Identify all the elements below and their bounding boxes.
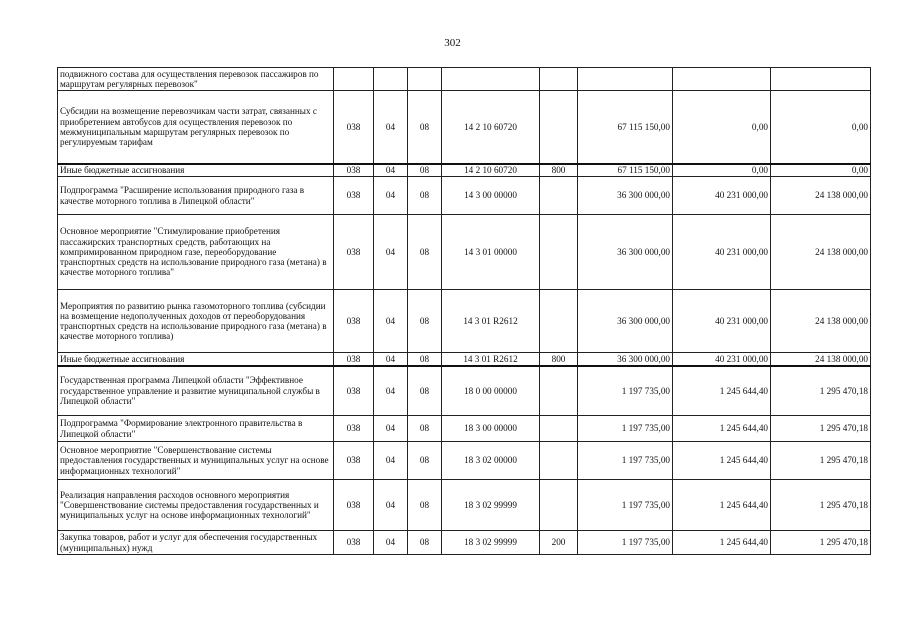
expense-type-code: [540, 442, 578, 480]
target-article-code: 14 3 01 00000: [442, 215, 540, 290]
expense-type-code: [540, 177, 578, 215]
target-article-code: 14 2 10 60720: [442, 91, 540, 164]
expense-type-code: [540, 480, 578, 531]
expense-type-code: 800: [540, 353, 578, 366]
section-code: 04: [374, 177, 408, 215]
amount-year-1: 67 115 150,00: [578, 164, 673, 177]
amount-year-1: 1 197 735,00: [578, 531, 673, 555]
amount-year-2: [673, 68, 771, 91]
table-row: [58, 177, 871, 215]
subsection-code: 08: [408, 416, 442, 442]
target-article-code: [442, 68, 540, 91]
grbs-code: 038: [334, 416, 374, 442]
table-body: [58, 68, 871, 555]
table-row: [58, 416, 871, 442]
amount-year-1: 36 300 000,00: [578, 215, 673, 290]
budget-table: [57, 67, 871, 555]
subsection-code: 08: [408, 366, 442, 416]
expense-type-code: [540, 290, 578, 353]
section-code: 04: [374, 215, 408, 290]
amount-year-2: 1 245 644,40: [673, 531, 771, 555]
amount-year-3: 0,00: [771, 91, 871, 164]
table-row: [58, 91, 871, 164]
amount-year-1: 36 300 000,00: [578, 353, 673, 366]
expense-type-code: 800: [540, 164, 578, 177]
subsection-code: 08: [408, 164, 442, 177]
row-name: Закупка товаров, работ и услуг для обеспечения государственных (муниципальных) нужд: [58, 531, 334, 555]
amount-year-3: 1 295 470,18: [771, 480, 871, 531]
amount-year-2: 40 231 000,00: [673, 215, 771, 290]
target-article-code: 14 3 01 R2612: [442, 290, 540, 353]
grbs-code: 038: [334, 353, 374, 366]
table-row: [58, 290, 871, 353]
expense-type-code: [540, 416, 578, 442]
expense-type-code: [540, 215, 578, 290]
page-number: 302: [444, 37, 461, 49]
amount-year-2: 1 245 644,40: [673, 366, 771, 416]
amount-year-2: 1 245 644,40: [673, 416, 771, 442]
row-name: Иные бюджетные ассигнования: [58, 164, 334, 177]
subsection-code: 08: [408, 91, 442, 164]
section-code: 04: [374, 442, 408, 480]
amount-year-2: 40 231 000,00: [673, 353, 771, 366]
row-name: Подпрограмма "Формирование электронного правительства в Липецкой области": [58, 416, 334, 442]
section-code: 04: [374, 480, 408, 531]
amount-year-2: 0,00: [673, 91, 771, 164]
grbs-code: 038: [334, 290, 374, 353]
expense-type-code: 200: [540, 531, 578, 555]
target-article-code: 14 3 00 00000: [442, 177, 540, 215]
row-name: подвижного состава для осуществления перевозок пассажиров по маршрутам регулярных перевозок": [58, 68, 334, 91]
grbs-code: 038: [334, 164, 374, 177]
amount-year-3: 0,00: [771, 164, 871, 177]
table-row: [58, 366, 871, 416]
subsection-code: 08: [408, 480, 442, 531]
subsection-code: 08: [408, 531, 442, 555]
section-code: 04: [374, 353, 408, 366]
row-name: Субсидии на возмещение перевозчикам части затрат, связанных с приобретением автобусов для осуществления перевозок по межмуниципальным маршрутам регулярных перевозок по регулируемым тарифам: [58, 91, 334, 164]
target-article-code: 18 3 02 99999: [442, 531, 540, 555]
subsection-code: 08: [408, 290, 442, 353]
amount-year-3: 24 138 000,00: [771, 215, 871, 290]
subsection-code: 08: [408, 215, 442, 290]
grbs-code: 038: [334, 442, 374, 480]
row-name: Основное мероприятие "Стимулирование приобретения пассажирских транспортных средств, работающих на компримированном природном газе, переоборудование транспортных средств на использование природного газа (метана) в качестве моторного топлива": [58, 215, 334, 290]
amount-year-3: 1 295 470,18: [771, 442, 871, 480]
expense-type-code: [540, 68, 578, 91]
grbs-code: 038: [334, 480, 374, 531]
grbs-code: 038: [334, 91, 374, 164]
amount-year-1: 36 300 000,00: [578, 290, 673, 353]
row-name: Государственная программа Липецкой области "Эффективное государственное управление и развитие муниципальной службы в Липецкой области": [58, 366, 334, 416]
section-code: 04: [374, 366, 408, 416]
table-row: [58, 68, 871, 91]
amount-year-3: 24 138 000,00: [771, 290, 871, 353]
amount-year-1: [578, 68, 673, 91]
target-article-code: 18 0 00 00000: [442, 366, 540, 416]
row-name: Иные бюджетные ассигнования: [58, 353, 334, 366]
section-code: 04: [374, 416, 408, 442]
amount-year-1: 1 197 735,00: [578, 366, 673, 416]
grbs-code: 038: [334, 366, 374, 416]
amount-year-1: 1 197 735,00: [578, 416, 673, 442]
table-row: [58, 164, 871, 177]
amount-year-3: 24 138 000,00: [771, 353, 871, 366]
row-name: Реализация направления расходов основного мероприятия "Совершенствование системы предоставления государственных и муниципальных услуг на основе информационных технологий": [58, 480, 334, 531]
grbs-code: 038: [334, 215, 374, 290]
table-row: [58, 353, 871, 366]
target-article-code: 14 3 01 R2612: [442, 353, 540, 366]
row-name: Основное мероприятие "Совершенствование системы предоставления государственных и муниципальных услуг на основе информационных технологий": [58, 442, 334, 480]
section-code: 04: [374, 164, 408, 177]
target-article-code: 14 2 10 60720: [442, 164, 540, 177]
section-code: [374, 68, 408, 91]
table-row: [58, 442, 871, 480]
amount-year-2: 40 231 000,00: [673, 290, 771, 353]
row-name: Мероприятия по развитию рынка газомоторного топлива (субсидии на возмещение недополученных доходов от переоборудования транспортных средств на использование природного газа (метана) в качестве моторного топлива): [58, 290, 334, 353]
target-article-code: 18 3 02 00000: [442, 442, 540, 480]
table-row: [58, 215, 871, 290]
subsection-code: 08: [408, 442, 442, 480]
amount-year-3: [771, 68, 871, 91]
target-article-code: 18 3 02 99999: [442, 480, 540, 531]
amount-year-3: 1 295 470,18: [771, 416, 871, 442]
amount-year-2: 1 245 644,40: [673, 480, 771, 531]
amount-year-3: 24 138 000,00: [771, 177, 871, 215]
amount-year-1: 67 115 150,00: [578, 91, 673, 164]
section-code: 04: [374, 290, 408, 353]
table-row: [58, 480, 871, 531]
subsection-code: 08: [408, 353, 442, 366]
target-article-code: 18 3 00 00000: [442, 416, 540, 442]
grbs-code: 038: [334, 177, 374, 215]
amount-year-2: 40 231 000,00: [673, 177, 771, 215]
subsection-code: [408, 68, 442, 91]
grbs-code: 038: [334, 531, 374, 555]
amount-year-2: 1 245 644,40: [673, 442, 771, 480]
grbs-code: [334, 68, 374, 91]
amount-year-3: 1 295 470,18: [771, 531, 871, 555]
row-name: Подпрограмма "Расширение использования природного газа в качестве моторного топлива в Липецкой области": [58, 177, 334, 215]
expense-type-code: [540, 366, 578, 416]
amount-year-3: 1 295 470,18: [771, 366, 871, 416]
amount-year-1: 1 197 735,00: [578, 480, 673, 531]
amount-year-1: 1 197 735,00: [578, 442, 673, 480]
subsection-code: 08: [408, 177, 442, 215]
amount-year-1: 36 300 000,00: [578, 177, 673, 215]
section-code: 04: [374, 531, 408, 555]
expense-type-code: [540, 91, 578, 164]
amount-year-2: 0,00: [673, 164, 771, 177]
table-row: [58, 531, 871, 555]
section-code: 04: [374, 91, 408, 164]
